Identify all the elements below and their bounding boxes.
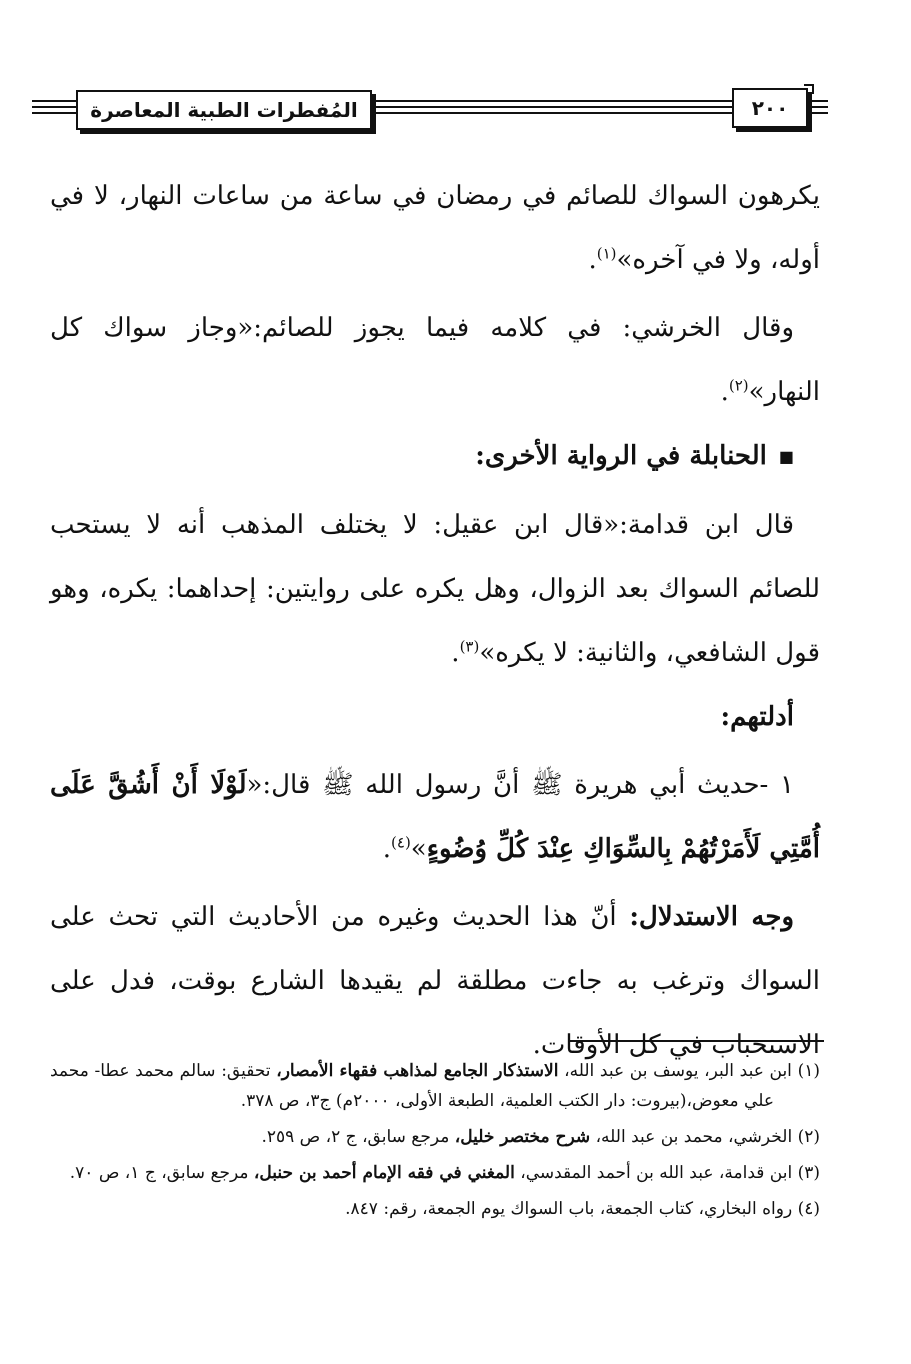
- footnote: [50, 1194, 820, 1224]
- header-rule-middle: [372, 106, 732, 108]
- paragraph: ١ -حديث أبي هريرة ﷺ أنَّ رسول الله ﷺ قال:«لَوْلَا أَنْ أَشُقَّ عَلَى أُمَّتِي لَأَمَرْتُهُمْ بِالسِّوَاكِ عِنْدَ كُلِّ وُضُوءٍ»$^{(٤)}$.: [50, 770, 820, 864]
- footnote-text: الخرشي، محمد بن عبد الله،: [595, 1127, 793, 1147]
- page-number: ٢٠٠: [732, 88, 808, 128]
- header-rule-left: [32, 112, 76, 114]
- hadith-text: لَوْلَا أَنْ أَشُقَّ عَلَى أُمَّتِي لَأَمَرْتُهُمْ بِالسِّوَاكِ عِنْدَ كُلِّ وُضُوءٍ: [50, 770, 820, 864]
- paragraph-text: يكرهون السواك للصائم في رمضان في ساعة من ساعات النهار، لا في أوله، ولا في آخره»: [50, 181, 820, 275]
- paragraph: يكرهون السواك للصائم في رمضان في ساعة من ساعات النهار، لا في أوله، ولا في آخره»$^{(١)}$.: [50, 181, 820, 275]
- footnote-text: مرجع سابق، ج ٢، ص ٢٥٩.: [261, 1127, 450, 1147]
- footnote-text: ابن عبد البر، يوسف بن عبد الله،: [564, 1061, 792, 1081]
- footnote-separator: [568, 1040, 824, 1042]
- square-bullet-icon: ■: [778, 447, 794, 466]
- section-heading-text: الحنابلة في الرواية الأخرى:: [475, 441, 767, 471]
- paragraph: وقال الخرشي: في كلامه فيما يجوز للصائم:«وجاز سواك كل النهار»$^{(٢)}$.: [50, 313, 820, 407]
- paragraph-text: ١ -حديث أبي هريرة ﷺ أنَّ رسول الله ﷺ قال:«: [246, 770, 794, 800]
- header-rule-right: [810, 106, 828, 108]
- footnote-text: تحقيق: سالم محمد عطا- محمد علي معوض،(بيروت: دار الكتب العلمية، الطبعة الأولى، ٢٠٠٠م) ج٣، ص ٣٧٨.: [50, 1061, 774, 1111]
- header-rule-right: [810, 112, 828, 114]
- footnote-ref: (١): [596, 244, 617, 263]
- quote-close: »: [410, 834, 427, 864]
- running-title: المُفطرات الطبية المعاصرة: [76, 90, 372, 130]
- footnote: [50, 1122, 820, 1152]
- footnote-text: مرجع سابق، ج ١، ص ٧٠.: [69, 1163, 249, 1183]
- footnote-ref: (٢): [728, 376, 749, 395]
- section-heading: [50, 685, 820, 749]
- section-heading-text: أدلتهم:: [720, 702, 794, 732]
- footnote-title: المغني في فقه الإمام أحمد بن حنبل،: [253, 1163, 515, 1183]
- paragraph: [50, 885, 820, 1077]
- header-rule-right: [810, 100, 828, 102]
- footnote-number: (٤): [797, 1199, 820, 1219]
- inline-label: وجه الاستدلال:: [629, 902, 794, 932]
- footnote-number: (٣): [797, 1163, 820, 1183]
- header-rule-left: [32, 106, 76, 108]
- paragraph-text: وقال الخرشي: في كلامه فيما يجوز للصائم:«وجاز سواك كل النهار»: [50, 313, 820, 407]
- footnote-number: (١): [797, 1061, 820, 1081]
- footnote-title: الاستذكار الجامع لمذاهب فقهاء الأمصار،: [276, 1061, 559, 1081]
- footnote-ref: (٤): [391, 833, 411, 852]
- header-rule-middle: [372, 112, 732, 114]
- footnote-title: شرح مختصر خليل،: [454, 1127, 591, 1147]
- page-header: [32, 86, 832, 136]
- section-heading: [50, 424, 820, 489]
- header-rule-left: [32, 100, 76, 102]
- paragraph-text: قال ابن قدامة:«قال ابن عقيل: لا يختلف المذهب أنه لا يستحب للصائم السواك بعد الزوال، وهل يكره على روايتين: إحداهما: يكره، وهو قول الشافعي، والثانية: لا يكره»: [50, 510, 820, 668]
- paragraph: قال ابن قدامة:«قال ابن عقيل: لا يختلف المذهب أنه لا يستحب للصائم السواك بعد الزوال، وهل يكره على روايتين: إحداهما: يكره، وهو قول الشافعي، والثانية: لا يكره»$^{(٣)}$.: [50, 510, 820, 668]
- footnotes: [50, 1056, 820, 1230]
- footnote-number: (٢): [797, 1127, 820, 1147]
- paragraph-text: أنّ هذا الحديث وغيره من الأحاديث التي تحث على السواك وترغب به جاءت مطلقة لم يقيدها الشارع بوقت، فدل على الاستحباب في كل الأوقات.: [50, 902, 820, 1060]
- main-text: [50, 164, 820, 1077]
- header-rule-middle: [372, 100, 732, 102]
- footnote-text: رواه البخاري، كتاب الجمعة، باب السواك يوم الجمعة، رقم: ٨٤٧.: [345, 1199, 793, 1219]
- footnote: [50, 1056, 820, 1116]
- footnote-ref: (٣): [459, 637, 480, 656]
- footnote: [50, 1158, 820, 1188]
- footnote-text: ابن قدامة، عبد الله بن أحمد المقدسي،: [520, 1163, 793, 1183]
